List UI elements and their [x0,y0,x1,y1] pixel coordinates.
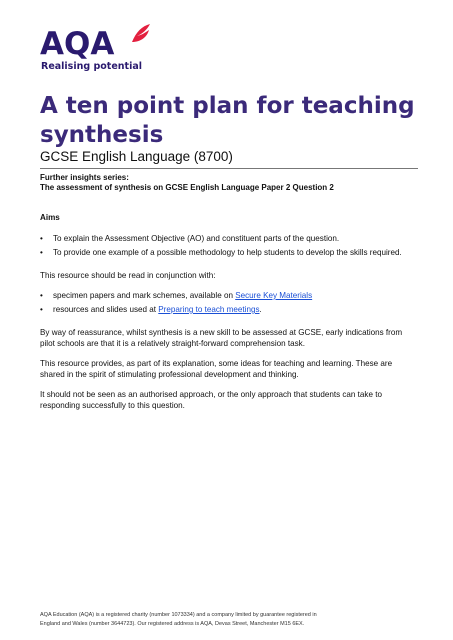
resource-text: resources and slides used at [53,305,159,314]
preparing-to-teach-link[interactable]: Preparing to teach meetings [158,305,260,314]
bullet-icon: • [40,291,43,300]
resource-suffix: . [259,305,262,314]
footer-line: England and Wales (number 3644723). Our registered address is AQA, Devas Street, Manchester M15 6EX. [40,620,305,627]
series-label: Further insights series: [40,173,129,182]
main-content [40,212,414,411]
read-intro: This resource should be read in conjunction with: [40,271,216,280]
header-divider [40,168,418,169]
list-item [40,233,414,244]
list-item [40,247,414,258]
flag-icon [130,22,152,50]
resources-list [40,290,414,315]
aims-heading: Aims [40,213,60,222]
paragraph-reassurance: By way of reassurance, whilst synthesis is a new skill to be assessed at GCSE, early indications from pilot schools are that it is a relatively straight-forward comprehension task. [40,328,403,348]
aim-text: To explain the Assessment Objective (AO) and constituent parts of the question. [53,234,340,243]
footer [40,611,420,628]
secure-key-materials-link[interactable]: Secure Key Materials [235,291,313,300]
page-title: A ten point plan for teaching synthesis [40,93,415,148]
bullet-icon: • [40,248,43,257]
bullet-icon: • [40,234,43,243]
paragraph-disclaimer: It should not be seen as an authorised approach, or the only approach that students can take to responding successfully to this question. [40,390,382,410]
list-item [40,290,414,301]
list-item [40,304,414,315]
bullet-icon: • [40,305,43,314]
page-subtitle: GCSE English Language (8700) [40,149,233,164]
footer-line: AQA Education (AQA) is a registered charity (number 1073334) and a company limited by guarantee registered in [40,612,317,618]
aims-list [40,233,414,258]
aim-text: To provide one example of a possible methodology to help students to develop the skills required. [53,248,402,257]
series-heading [40,173,420,193]
resource-text: specimen papers and mark schemes, available on [53,291,236,300]
logo-wordmark: AQA [40,26,115,62]
paragraph-resource: This resource provides, as part of its explanation, some ideas for teaching and learning. These are shared in the spirit of stimulating professional development and thinking. [40,359,393,379]
series-description: The assessment of synthesis on GCSE English Language Paper 2 Question 2 [40,183,334,192]
aqa-logo [40,20,180,80]
logo-tagline: Realising potential [41,61,143,72]
